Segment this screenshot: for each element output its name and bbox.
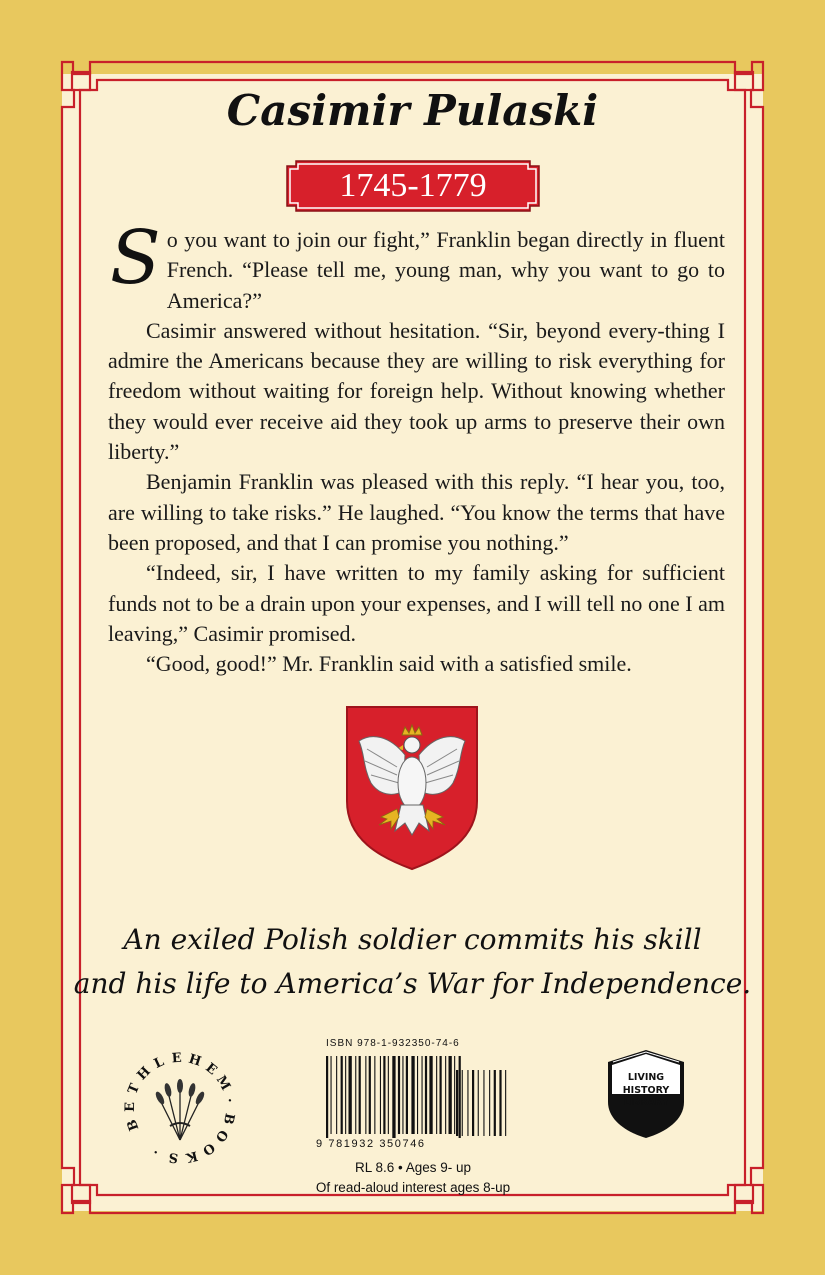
publisher-letter: E [122,1101,139,1113]
barcode-addon-bar [467,1070,468,1136]
barcode-addon-bar [478,1070,479,1136]
story-excerpt [108,215,725,679]
series-line: LIBRARY [623,1097,669,1108]
tagline [62,918,763,1006]
barcode-bar [425,1056,427,1134]
publisher-letter: K [184,1147,200,1165]
barcode-bar [429,1056,432,1134]
barcode-bar [383,1056,385,1134]
barcode-bar [326,1056,328,1138]
barcode-bar [380,1056,381,1134]
barcode-bar [454,1056,455,1134]
barcode-bar [392,1056,395,1138]
barcode-bar [406,1056,408,1134]
barcode-bar [459,1056,461,1138]
barcode-bar [341,1056,343,1134]
life-dates: 1745-1779 [339,167,487,204]
barcode-addon-bar [489,1070,490,1136]
publisher-letter: E [171,1050,183,1067]
series-line: HISTORY [622,1084,670,1096]
story-paragraph [108,215,725,316]
barcode-bar [369,1056,371,1134]
story-paragraph: “Good, good!” Mr. Franklin said with a satisfied smile. [146,651,632,677]
drop-cap: S [110,215,161,301]
tagline-line: An exiled Polish soldier commits his skill [123,923,702,956]
barcode-bar [440,1056,442,1134]
polish-eagle-coat-of-arms-icon [345,705,479,871]
barcode-addon-bar [494,1070,496,1136]
publisher-letter: E [202,1060,220,1079]
publisher-letter: · [150,1143,162,1160]
ean-digits: 9 781932 350746 [316,1138,426,1150]
barcode-addon-bar [505,1070,506,1136]
publisher-letter: O [211,1126,231,1145]
barcode-bar [355,1056,356,1134]
wheat-sheaf-icon [120,1048,240,1168]
publisher-letter: · [221,1097,237,1104]
barcode-bar [388,1056,389,1134]
tagline-line: and his life to America’s War for Independence. [73,967,752,1000]
story-paragraph-text: o you want to join our fight,” Franklin began directly in fluent French. “Please tell me, young man, why you want to go to America?” [166,227,725,313]
publisher-letter: O [199,1139,218,1158]
story-paragraph: “Indeed, sir, I have written to my family asking for sufficient funds not to be a drain upon your expenses, and I will tell no one I am leaving,” Casimir promised. [108,560,725,646]
isbn-text: ISBN 978-1-932350-74-6 [326,1038,460,1049]
barcode-addon-bar [483,1070,484,1136]
publisher-letter: M [212,1073,233,1094]
book-title: Casimir Pulaski [226,86,599,135]
barcode-bar [349,1056,352,1134]
barcode-addon-bar [472,1070,474,1136]
barcode-bar [331,1056,332,1134]
barcode-bar [374,1056,375,1134]
read-aloud-note: Of read-aloud interest ages 8-up [315,1180,511,1195]
dates-banner [286,160,540,212]
barcode-bar [422,1056,423,1134]
publisher-letter: H [186,1051,203,1070]
barcode-bar [336,1056,337,1134]
reading-level: RL 8.6 • Ages 9- up [354,1160,472,1175]
publisher-letter: B [124,1117,143,1133]
barcode-bar [402,1056,403,1134]
barcode-addon-bar [499,1070,501,1136]
barcode-addon-bar [462,1070,463,1136]
barcode-bar [365,1056,366,1134]
series-badge-text [604,1072,688,1110]
barcode-bar [436,1056,437,1134]
barcode-addon-bar [456,1070,458,1136]
series-line: LIVING [627,1072,665,1083]
publisher-letter: H [134,1064,154,1084]
barcode-bar [445,1056,446,1134]
story-paragraph: Benjamin Franklin was pleased with this reply. “I hear you, too, are willing to take risks.” He laughed. “You know the terms that have been proposed, and that I can promise you nothing.” [108,469,725,555]
story-paragraph: Casimir answered without hesitation. “Sir, beyond every-thing I admire the Americans because they are willing to risk everything for freedom without waiting for foreign help. Without knowing whether they would ever receive aid they took up arms to preserve their own liberty.” [108,317,725,465]
barcode-bar [345,1056,346,1134]
publisher-letter: B [219,1111,237,1126]
barcode-bar [359,1056,361,1134]
barcode-bar [449,1056,452,1134]
publisher-letter: T [125,1081,144,1097]
publisher-letter: S [167,1149,180,1166]
barcode-bar [398,1056,400,1134]
barcode-bar [411,1056,414,1134]
publisher-letter: L [151,1054,167,1072]
barcode [320,1052,520,1138]
barcode-bar [417,1056,418,1134]
